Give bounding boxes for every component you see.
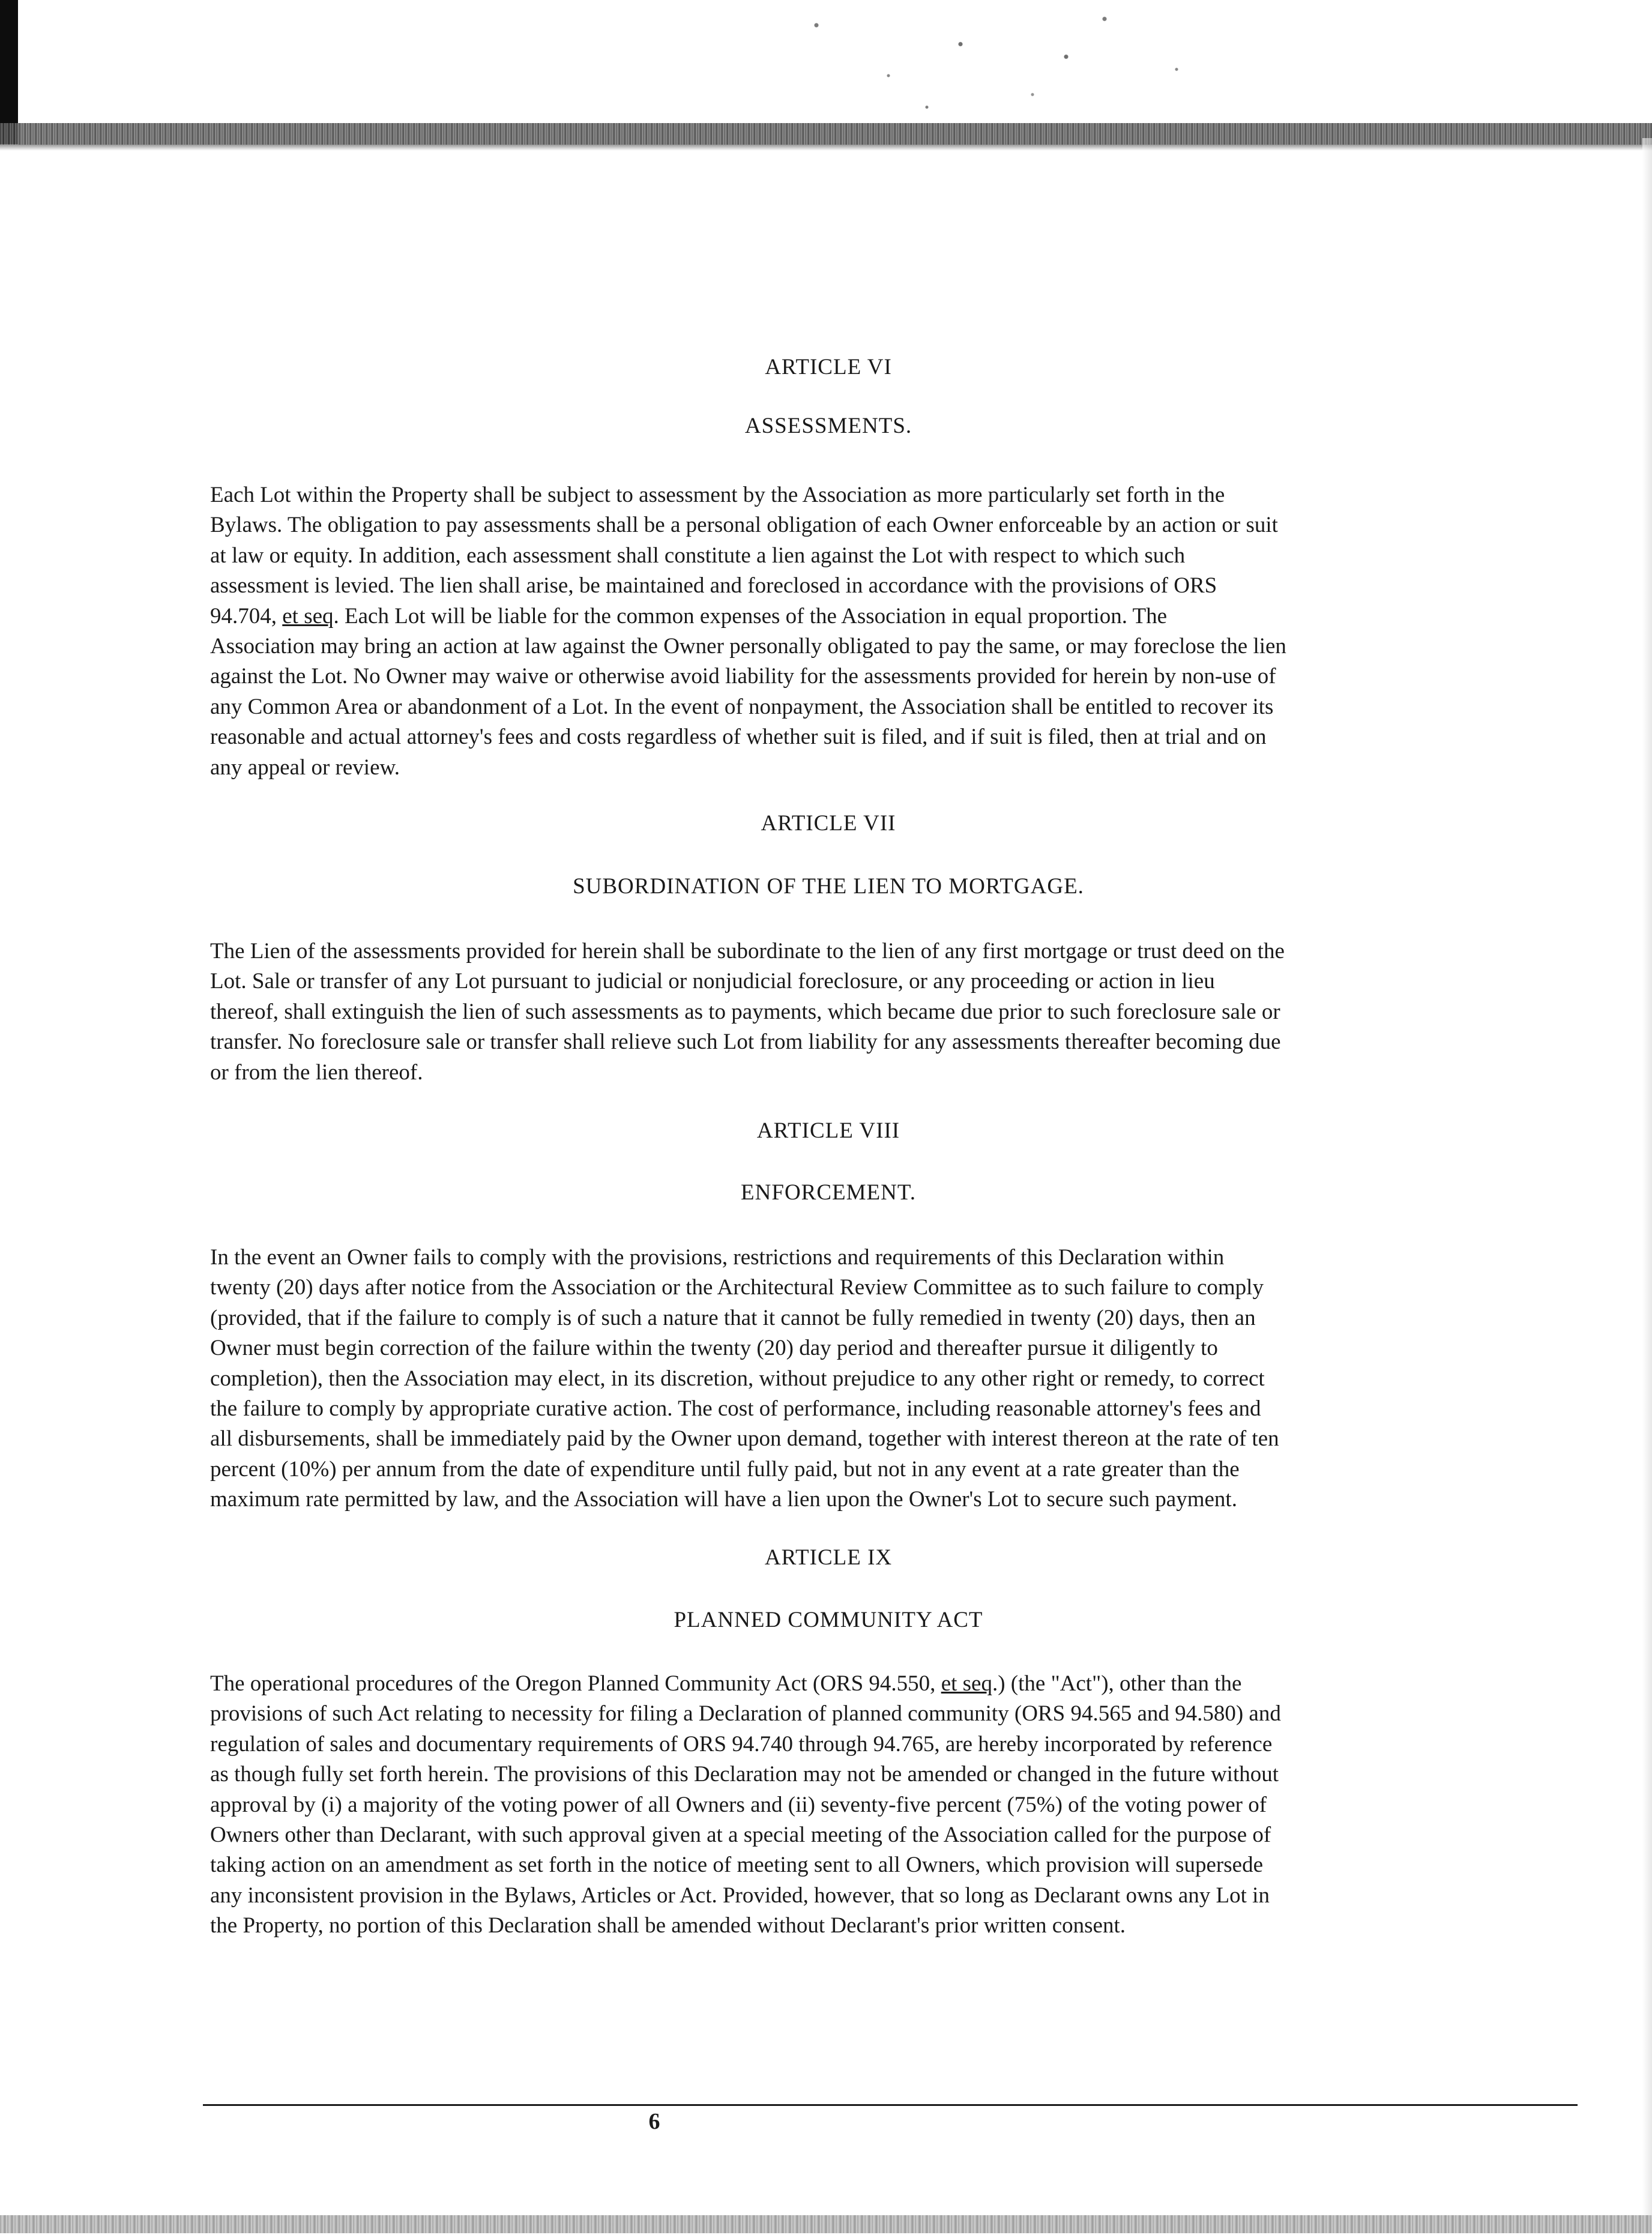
paragraph-line	[210, 602, 1447, 632]
paragraph-line: Association may bring an action at law against the Owner personally obligated to pay the same, or may foreclose the lien	[210, 634, 1286, 659]
paragraph-line: provisions of such Act relating to necessity for filing a Declaration of planned community (ORS 94.565 and 94.580) and	[210, 1701, 1281, 1727]
paragraph-line: Lot. Sale or transfer of any Lot pursuant to judicial or nonjudicial foreclosure, or any proceeding or action in lieu	[210, 969, 1215, 994]
paragraph-line: Owner must begin correction of the failure within the twenty (20) day period and thereafter pursue it diligently to	[210, 1336, 1218, 1361]
paragraph-line: any appeal or review.	[210, 755, 400, 780]
text-run: . Each Lot will be liable for the common expenses of the Association in equal proportion. The	[333, 603, 1168, 629]
paragraph-line: Each Lot within the Property shall be subject to assessment by the Association as more particularly set forth in the	[210, 483, 1225, 507]
text-run: 94.704,	[210, 603, 283, 629]
paragraph-line: Owners other than Declarant, with such approval given at a special meeting of the Association called for the purpose of	[210, 1823, 1271, 1848]
article-viii-title: ENFORCEMENT.	[741, 1180, 916, 1205]
paragraph-line: at law or equity. In addition, each assessment shall constitute a lien against the Lot with respect to which such	[210, 543, 1186, 568]
paragraph-line: twenty (20) days after notice from the Association or the Architectural Review Committee as to such failure to comply	[210, 1275, 1264, 1300]
paragraph-line: reasonable and actual attorney's fees and costs regardless of whether suit is filed, and if suit is filed, then at trial and on	[210, 725, 1267, 750]
paragraph-line: In the event an Owner fails to comply with the provisions, restrictions and requirements of this Declaration within	[210, 1245, 1225, 1270]
page-number: 6	[648, 2109, 660, 2134]
paragraph-line: the failure to comply by appropriate curative action. The cost of performance, including reasonable attorney's fees and	[210, 1396, 1261, 1422]
paragraph-line: assessment is levied. The lien shall arise, be maintained and foreclosed in accordance with the provisions of ORS	[210, 573, 1217, 599]
article-vii-paragraph	[210, 937, 1447, 1088]
text-run: .) (the "Act"), other than the	[992, 1671, 1242, 1696]
paragraph-line: regulation of sales and documentary requirements of ORS 94.740 through 94.765, are hereby incorporated by reference	[210, 1731, 1273, 1757]
paragraph-line: against the Lot. No Owner may waive or otherwise avoid liability for the assessments provided for herein by non-use of	[210, 664, 1276, 689]
paragraph-line: The Lien of the assessments provided for herein shall be subordinate to the lien of any first mortgage or trust deed on the	[210, 939, 1285, 964]
paragraph-line: approval by (i) a majority of the voting power of all Owners and (ii) seventy-five percent (75%) of the voting power of	[210, 1792, 1267, 1817]
underlined-citation: et seq	[282, 603, 334, 629]
paragraph-line: transfer. No foreclosure sale or transfer shall relieve such Lot from liability for any assessments thereafter becoming due	[210, 1030, 1281, 1055]
article-viii-heading: ARTICLE VIII	[756, 1118, 900, 1143]
paragraph-line: thereof, shall extinguish the lien of such assessments as to payments, which became due prior to such foreclosure sale or	[210, 999, 1280, 1024]
paragraph-line: Bylaws. The obligation to pay assessments shall be a personal obligation of each Owner enforceable by an action or suit	[210, 513, 1278, 538]
paragraph-line	[210, 1669, 1447, 1699]
footer-divider	[203, 2104, 1578, 2106]
paragraph-line: any inconsistent provision in the Bylaws, Articles or Act. Provided, however, that so long as Declarant owns any Lot in	[210, 1883, 1270, 1908]
paragraph-line: the Property, no portion of this Declaration shall be amended without Declarant's prior written consent.	[210, 1913, 1126, 1938]
paragraph-line: all disbursements, shall be immediately paid by the Owner upon demand, together with interest thereon at the rate of ten	[210, 1426, 1279, 1452]
article-vi-paragraph	[210, 480, 1447, 783]
paragraph-line: percent (10%) per annum from the date of expenditure until fully paid, but not in any event at a rate greater than the	[210, 1456, 1240, 1482]
article-ix-heading: ARTICLE IX	[764, 1545, 893, 1570]
paragraph-line: completion), then the Association may elect, in its discretion, without prejudice to any other right or remedy, to correct	[210, 1366, 1265, 1391]
article-ix-paragraph	[210, 1669, 1447, 1941]
article-viii-paragraph	[210, 1243, 1447, 1515]
paragraph-line: any Common Area or abandonment of a Lot. In the event of nonpayment, the Association shall be entitled to recover its	[210, 694, 1274, 719]
article-vi-heading: ARTICLE VI	[765, 355, 892, 379]
article-vii-heading: ARTICLE VII	[761, 811, 896, 836]
article-ix-title: PLANNED COMMUNITY ACT	[674, 1608, 983, 1632]
paragraph-line: as though fully set forth herein. The provisions of this Declaration may not be amended or changed in the future without	[210, 1762, 1279, 1787]
underlined-citation: et seq	[941, 1671, 992, 1696]
paragraph-line: (provided, that if the failure to comply is of such a nature that it cannot be fully remedied in twenty (20) days, then an	[210, 1305, 1256, 1330]
text-run: The operational procedures of the Oregon Planned Community Act (ORS 94.550,	[210, 1671, 941, 1696]
paragraph-line: or from the lien thereof.	[210, 1060, 423, 1085]
article-vi-title: ASSESSMENTS.	[744, 414, 912, 438]
article-vii-title: SUBORDINATION OF THE LIEN TO MORTGAGE.	[573, 874, 1084, 899]
paragraph-line: taking action on an amendment as set forth in the notice of meeting sent to all Owners, which provision will supersede	[210, 1853, 1263, 1878]
paragraph-line: maximum rate permitted by law, and the Association will have a lien upon the Owner's Lot to secure such payment.	[210, 1487, 1237, 1512]
